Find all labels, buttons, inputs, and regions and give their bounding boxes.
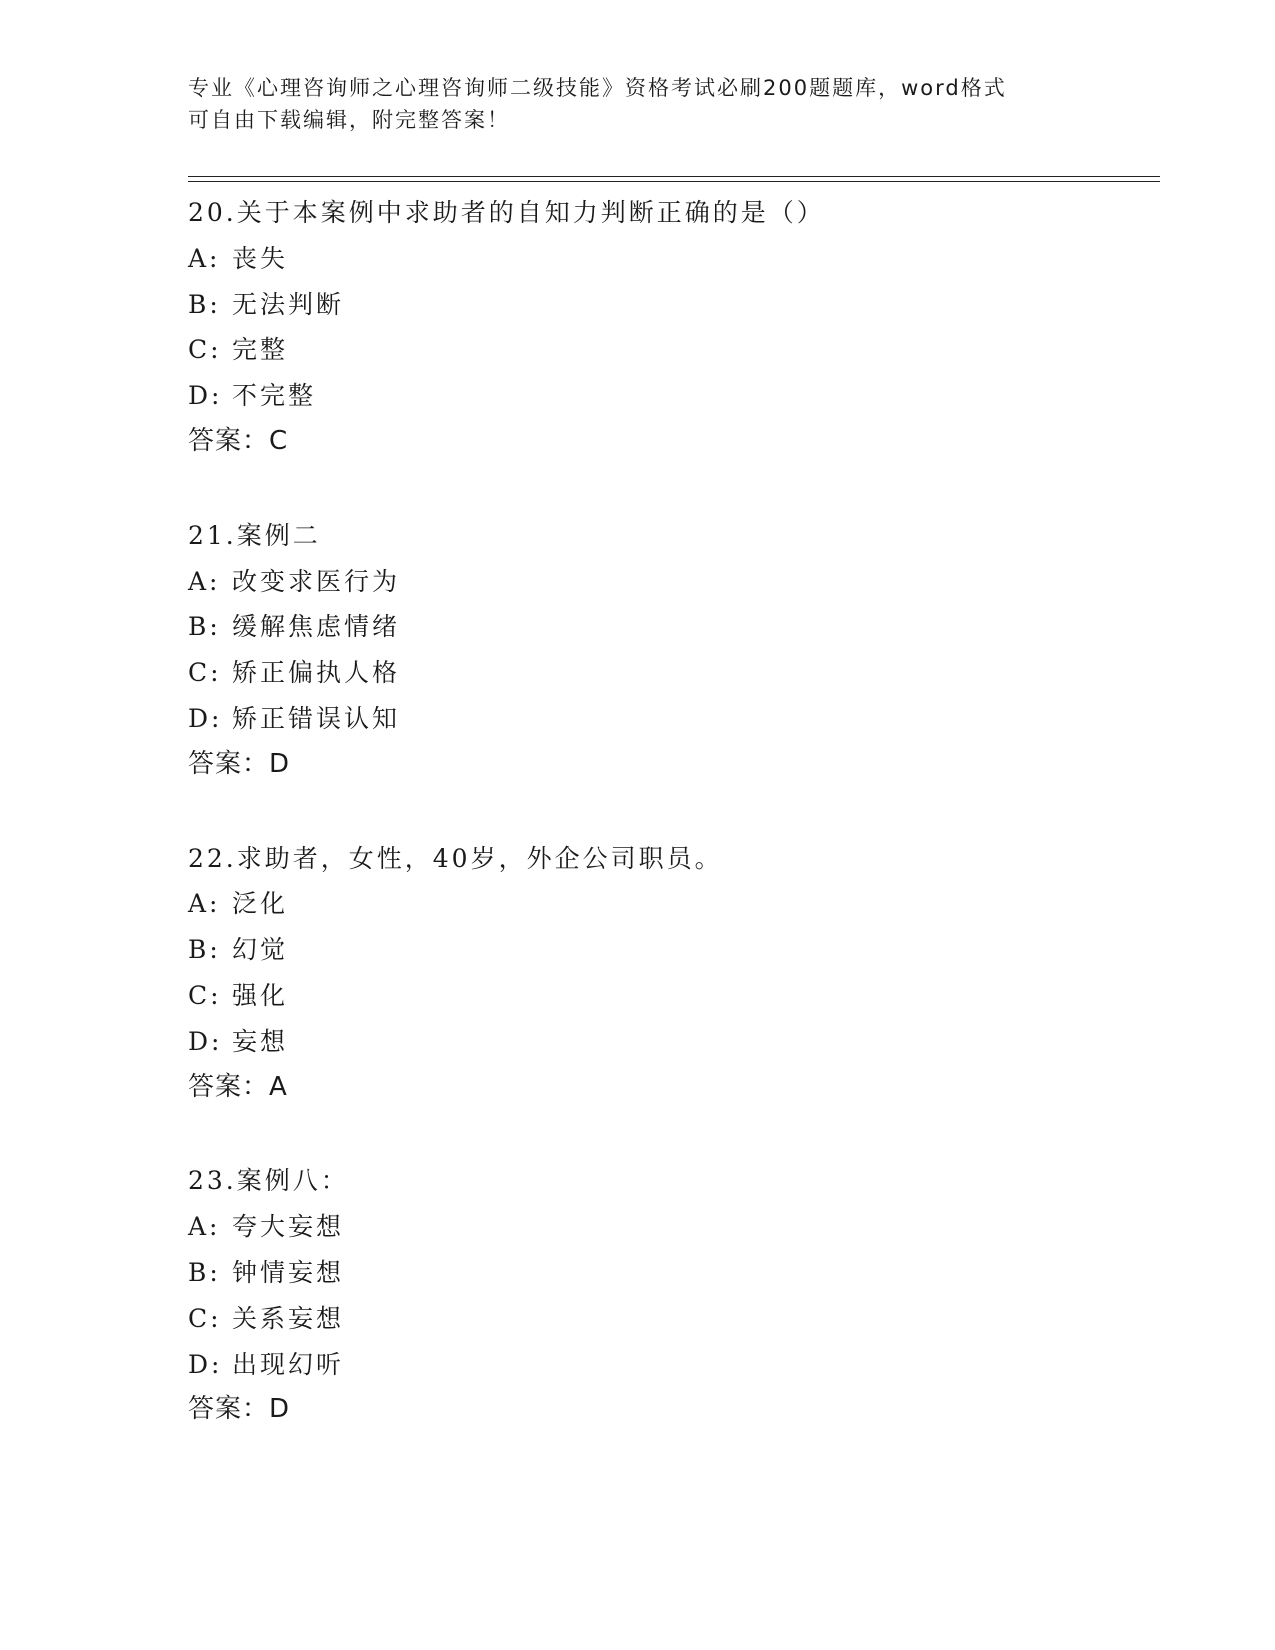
question-stem: 21.案例二 <box>188 520 321 550</box>
option-key: A: <box>188 566 221 596</box>
header-line-2: 可自由下载编辑，附完整答案！ <box>188 108 510 132</box>
option-d <box>188 696 1160 742</box>
question-stem: 22.求助者，女性，40岁，外企公司职员。 <box>188 843 723 873</box>
option-key: B: <box>188 289 221 319</box>
option-key: C: <box>188 980 222 1010</box>
option-text: 夸大妄想 <box>232 1212 345 1242</box>
option-text: 无法判断 <box>232 289 345 319</box>
option-key: C: <box>188 658 222 688</box>
option-key: D: <box>188 1026 223 1056</box>
option-text: 幻觉 <box>232 935 289 965</box>
option-text: 矫正偏执人格 <box>232 658 401 688</box>
option-key: C: <box>188 335 222 365</box>
answer-line: 答案：D <box>188 748 291 779</box>
answer-line: 答案：A <box>188 1071 288 1102</box>
option-b <box>188 282 1160 328</box>
option-text: 关系妄想 <box>232 1303 345 1333</box>
option-c <box>188 973 1160 1019</box>
option-key: B: <box>188 1257 221 1287</box>
header-line-1: 专业《心理咨询师之心理咨询师二级技能》资格考试必刷200题题库，word格式 <box>188 76 1007 100</box>
option-text: 缓解焦虑情绪 <box>232 612 401 642</box>
question-stem: 20.关于本案例中求助者的自知力判断正确的是（） <box>188 198 825 227</box>
option-text: 矫正错误认知 <box>232 703 401 733</box>
question-stem: 23.案例八： <box>188 1166 349 1196</box>
option-a <box>188 559 1160 605</box>
option-key: B: <box>188 935 221 965</box>
option-key: D: <box>188 1349 223 1379</box>
question-23 <box>188 1158 1160 1433</box>
option-text: 钟情妄想 <box>232 1257 345 1287</box>
option-c <box>188 327 1160 373</box>
option-key: A: <box>188 889 221 919</box>
answer-line: 答案：C <box>188 425 289 456</box>
option-a <box>188 881 1160 927</box>
option-text: 改变求医行为 <box>232 566 401 596</box>
option-text: 丧失 <box>232 243 289 273</box>
question-22 <box>188 836 1160 1111</box>
option-text: 泛化 <box>232 889 289 919</box>
option-key: C: <box>188 1303 222 1333</box>
option-key: B: <box>188 612 221 642</box>
option-text: 不完整 <box>232 381 317 411</box>
option-b <box>188 604 1160 650</box>
header-rule-top <box>188 176 1160 177</box>
option-d <box>188 1019 1160 1065</box>
option-b <box>188 1250 1160 1296</box>
option-c <box>188 650 1160 696</box>
option-text: 妄想 <box>232 1026 289 1056</box>
option-a <box>188 1204 1160 1250</box>
option-text: 完整 <box>232 335 289 365</box>
option-key: D: <box>188 703 223 733</box>
option-key: A: <box>188 243 221 273</box>
option-key: A: <box>188 1212 221 1242</box>
question-21 <box>188 513 1160 788</box>
option-text: 强化 <box>232 980 289 1010</box>
option-key: D: <box>188 381 223 411</box>
document-header <box>188 72 1088 136</box>
option-c <box>188 1296 1160 1342</box>
option-a <box>188 236 1160 282</box>
option-d <box>188 1342 1160 1388</box>
question-20 <box>188 190 1160 465</box>
header-rule-bottom <box>188 181 1160 182</box>
question-list <box>188 190 1160 1481</box>
option-text: 出现幻听 <box>232 1349 345 1379</box>
answer-line: 答案：D <box>188 1394 291 1425</box>
option-b <box>188 927 1160 973</box>
option-d <box>188 373 1160 419</box>
